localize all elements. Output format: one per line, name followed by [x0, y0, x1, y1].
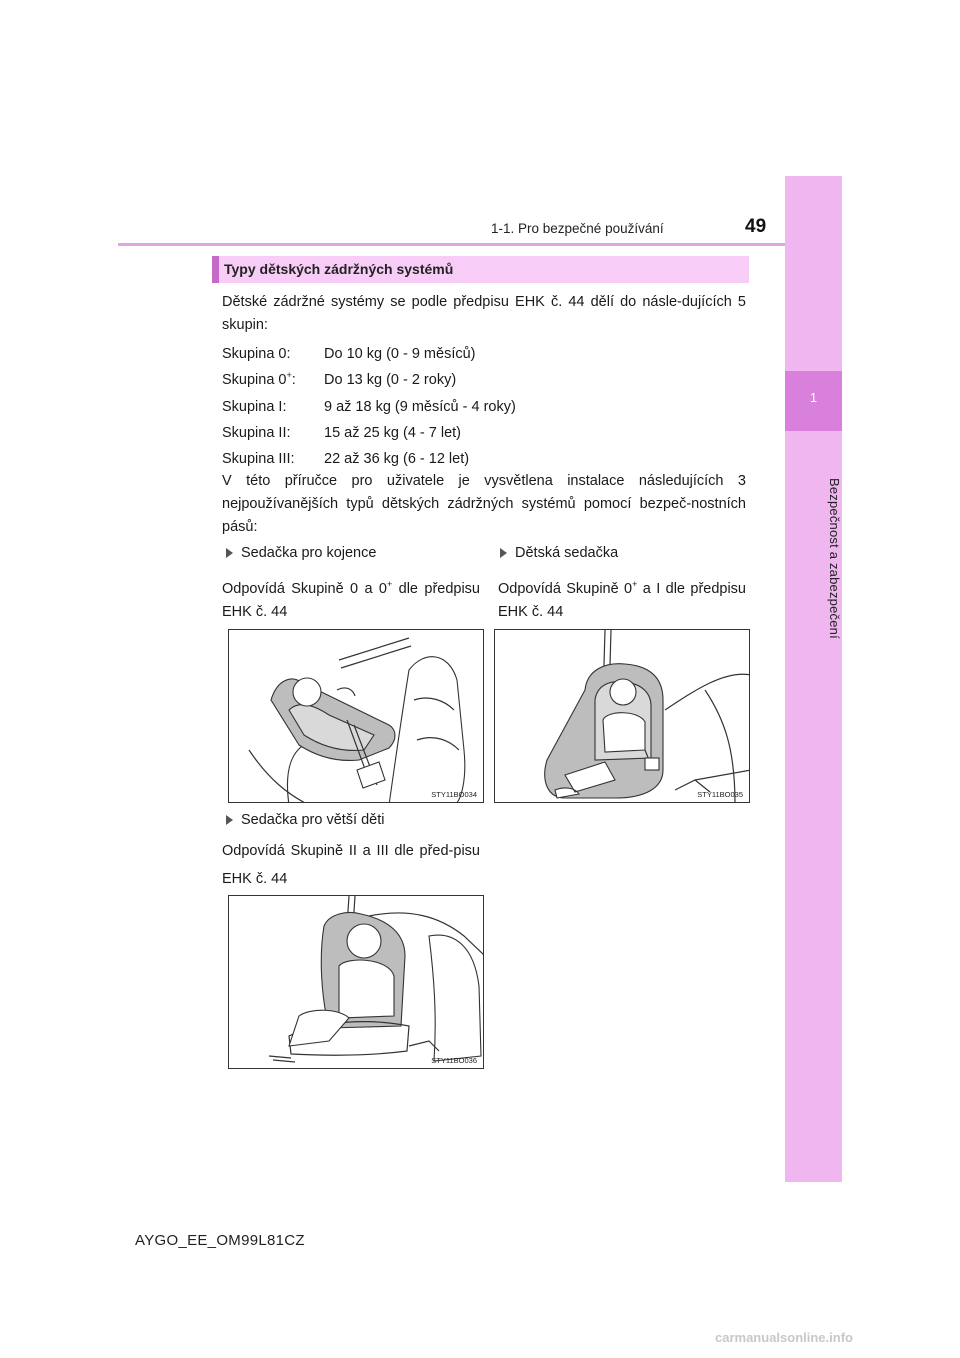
chapter-title: Bezpečnost a zabezpečení [827, 477, 842, 639]
group-row [222, 443, 469, 470]
image-code: STY11BO034 [431, 790, 477, 799]
intro-paragraph: Dětské zádržné systémy se podle předpisu EHK č. 44 dělí do násle-dujících 5 skupin: [222, 294, 746, 333]
seat-desc-infant: Odpovídá Skupině 0 a 0+ dle předpisu EHK č. 44 [222, 579, 480, 620]
section-heading: Typy dětských zádržných systémů [224, 261, 454, 277]
seat-title-booster: Sedačka pro větší děti [226, 812, 384, 828]
explanation-paragraph: V této příručce pro uživatele je vysvětlena instalace následujících 3 nejpoužívanějších typů dětských zádržných systémů pomocí bezpeč-nostních pásů: [222, 473, 746, 535]
group-label: Skupina III: [222, 450, 295, 467]
group-row [222, 417, 461, 444]
group-label: Skupina 0: [222, 345, 291, 362]
image-code: STY11BO035 [697, 790, 743, 799]
group-row [222, 338, 476, 365]
booster-seat-illustration [228, 895, 484, 1069]
seat-desc-child: Odpovídá Skupině 0+ a I dle předpisu EHK č. 44 [498, 579, 746, 620]
header-rule [118, 243, 785, 246]
group-value: 15 až 25 kg (4 - 7 let) [324, 424, 462, 441]
infant-seat-illustration [228, 629, 484, 803]
group-row [222, 391, 516, 418]
group-label: Skupina I: [222, 398, 287, 415]
footer-code: AYGO_EE_OM99L81CZ [135, 1232, 305, 1249]
group-row [222, 364, 456, 391]
group-label: Skupina 0+: [222, 370, 296, 388]
watermark: carmanualsonline.info [715, 1330, 853, 1345]
group-value: Do 13 kg (0 - 2 roky) [324, 371, 457, 388]
bullet-triangle-icon [226, 548, 233, 558]
bullet-triangle-icon [226, 815, 233, 825]
page-number: 49 [745, 216, 767, 237]
group-label: Skupina II: [222, 424, 291, 441]
chapter-number: 1 [809, 390, 818, 405]
image-code: STY11BO036 [431, 1056, 477, 1065]
bullet-triangle-icon [500, 548, 507, 558]
chapter-side-tab [785, 176, 842, 1182]
seat-desc-booster: Odpovídá Skupině II a III dle před-pisu EHK č. 44 [222, 843, 480, 887]
group-value: Do 10 kg (0 - 9 měsíců) [324, 345, 476, 362]
section-label: 1-1. Pro bezpečné používání [491, 221, 664, 236]
seat-title-child: Dětská sedačka [500, 545, 618, 561]
group-value: 22 až 36 kg (6 - 12 let) [324, 450, 470, 467]
seat-title-infant: Sedačka pro kojence [226, 545, 376, 561]
child-seat-illustration [494, 629, 750, 803]
group-value: 9 až 18 kg (9 měsíců - 4 roky) [324, 398, 516, 415]
